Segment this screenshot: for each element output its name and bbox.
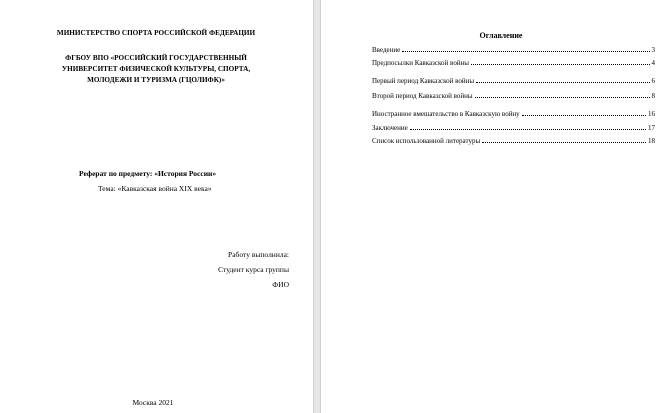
toc-entry-page: 18 [648,137,655,145]
subject-line: Реферат по предмету: «История России» [79,169,217,178]
university-heading: ФГБОУ ВПО «РОССИЙСКИЙ ГОСУДАРСТВЕННЫЙ УНИВЕРСИТЕТ ФИЗИЧЕСКОЙ КУЛЬТУРЫ, СПОРТА, МОЛОДЕЖИ И ТУРИЗМА (ГЦОЛИФК)» [61,54,251,84]
toc-entry-page: 4 [651,59,655,67]
toc-entry[interactable] [372,43,655,54]
toc-page [321,0,666,413]
toc-entry-page: 6 [651,77,655,85]
toc-entry[interactable] [372,118,655,132]
toc-leader-dots [476,82,649,83]
toc-entry[interactable] [372,132,655,145]
toc-leader-dots [471,64,649,65]
toc-list [372,43,655,145]
toc-entry[interactable] [372,100,655,118]
toc-entry-page: 16 [648,110,655,118]
toc-leader-dots [402,51,649,52]
city-year: Москва 2021 [132,398,174,407]
toc-leader-dots [522,115,646,116]
toc-entry[interactable] [372,54,655,67]
page-gap [313,0,321,413]
theme-line: Тема: «Кавказская война XIX века» [98,184,212,193]
toc-entry-label: Предпосылки Кавказской войны [372,59,470,67]
toc-entry-page: 8 [651,92,655,100]
toc-entry[interactable] [372,67,655,85]
fio-label: ФИО [272,280,289,289]
toc-entry-page: 3 [651,46,655,54]
toc-entry-label: Заключение [372,124,408,132]
toc-entry[interactable] [372,85,655,100]
toc-entry-label: Введение [372,46,401,54]
toc-entry-label: Первый период Кавказской войны [372,77,475,85]
title-page [0,0,313,413]
toc-leader-dots [410,129,646,130]
toc-entry-label: Список использованной литературы [372,137,481,145]
toc-leader-dots [475,97,650,98]
ministry-heading: МИНИСТЕРСТВО СПОРТА РОССИЙСКОЙ ФЕДЕРАЦИИ [56,29,256,37]
student-label: Студент курса группы [218,265,289,274]
toc-entry-label: Второй период Кавказской войны [372,92,473,100]
toc-leader-dots [482,142,646,143]
toc-heading: Оглавление [479,31,523,40]
toc-entry-label: Иностранное вмешательство в Кавказскую войну [372,110,520,118]
done-by-label: Работу выполнила: [228,250,289,259]
toc-entry-page: 17 [648,124,655,132]
